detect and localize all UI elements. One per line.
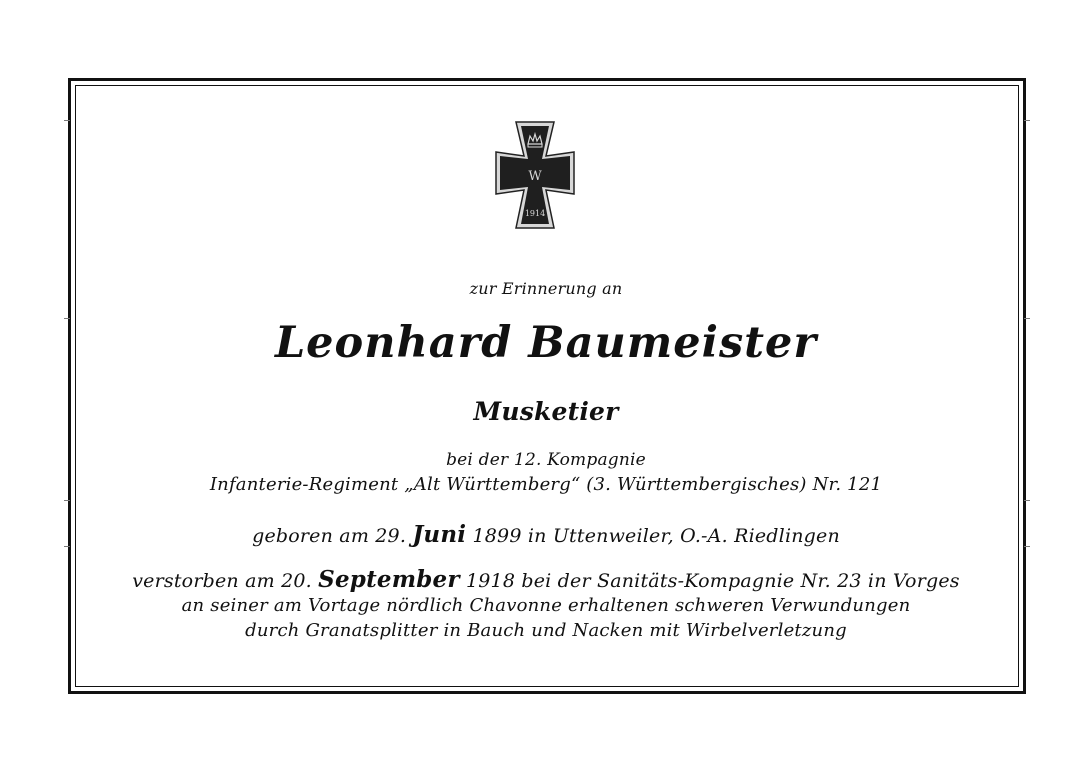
side-mark [1024, 120, 1030, 121]
intro-text: zur Erinnerung an [469, 279, 623, 298]
cross-letter: W [528, 169, 542, 184]
birth-prefix: geboren am 29. [252, 525, 407, 547]
cross-year: 1914 [524, 209, 546, 218]
death-prefix: verstorben am 20. [132, 570, 312, 592]
death-suffix: 1918 bei der Sanitäts-Kompagnie Nr. 23 in Vorges [465, 570, 960, 592]
birth-line [0, 521, 1092, 548]
military-rank: Musketier [473, 397, 619, 426]
unit-company: bei der 12. Kompagnie [446, 450, 646, 470]
death-wound-line: durch Granatsplitter in Bauch und Nacken mit Wirbelverletzung [245, 620, 847, 641]
death-line [0, 566, 1092, 593]
deceased-name: Leonhard Baumeister [274, 318, 818, 368]
death-circumstance-line: an seiner am Vortage nördlich Chavonne erhaltenen schweren Verwundungen [181, 595, 911, 616]
side-mark [64, 120, 70, 121]
death-month: September [318, 566, 460, 593]
iron-cross-icon [494, 120, 576, 230]
birth-suffix: 1899 in Uttenweiler, O.-A. Riedlingen [472, 525, 840, 547]
birth-month: Juni [412, 521, 467, 548]
side-mark [64, 500, 70, 501]
side-mark [1024, 500, 1030, 501]
unit-regiment: Infanterie-Regiment „Alt Württemberg“ (3. Württembergisches) Nr. 121 [209, 474, 883, 495]
